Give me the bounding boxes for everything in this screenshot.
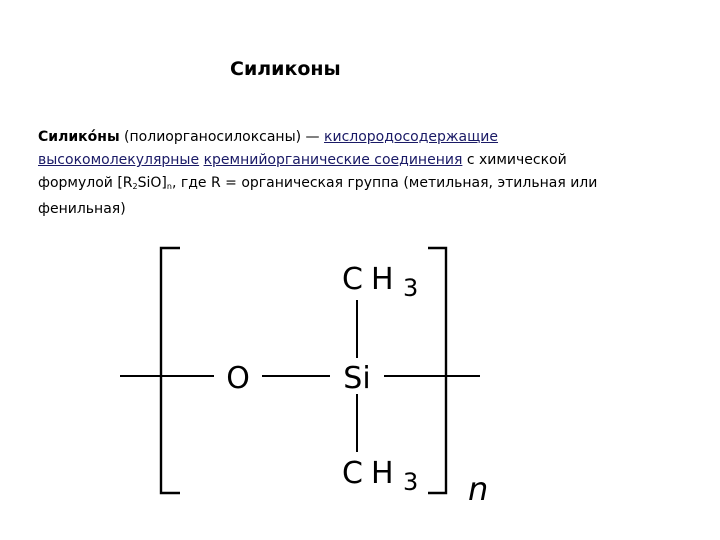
left-bracket <box>161 248 180 493</box>
methyl-bottom-subscript: 3 <box>403 468 419 496</box>
link-oxygen-containing[interactable]: кислородосодержащие <box>324 129 499 145</box>
link-high-molecular[interactable]: высокомолекулярные <box>38 152 200 168</box>
definition-tail: , где R = органическая группа (метильная, этильная или фенильная) <box>38 175 598 217</box>
definition-parenthetical: (полиорганосилоксаны) — <box>119 129 325 145</box>
repeat-index: n <box>468 470 489 508</box>
methyl-top-subscript: 3 <box>403 274 419 302</box>
atom-silicon: Si <box>343 361 371 396</box>
formula-subscript-n: n <box>166 182 172 191</box>
atom-oxygen: O <box>226 361 250 396</box>
definition-term: Силико́ны <box>38 129 120 145</box>
slide-title: Силиконы <box>230 58 341 80</box>
formula-subscript-2: 2 <box>132 182 138 191</box>
methyl-bottom: CH <box>342 456 402 491</box>
link-organosilicon-compounds[interactable]: кремнийорганические соединения <box>203 152 463 168</box>
methyl-top: CH <box>342 262 402 297</box>
formula-sio: SiO] <box>137 175 167 191</box>
definition-formula-text: с химической формулой [R <box>38 152 567 191</box>
right-bracket <box>428 248 446 493</box>
